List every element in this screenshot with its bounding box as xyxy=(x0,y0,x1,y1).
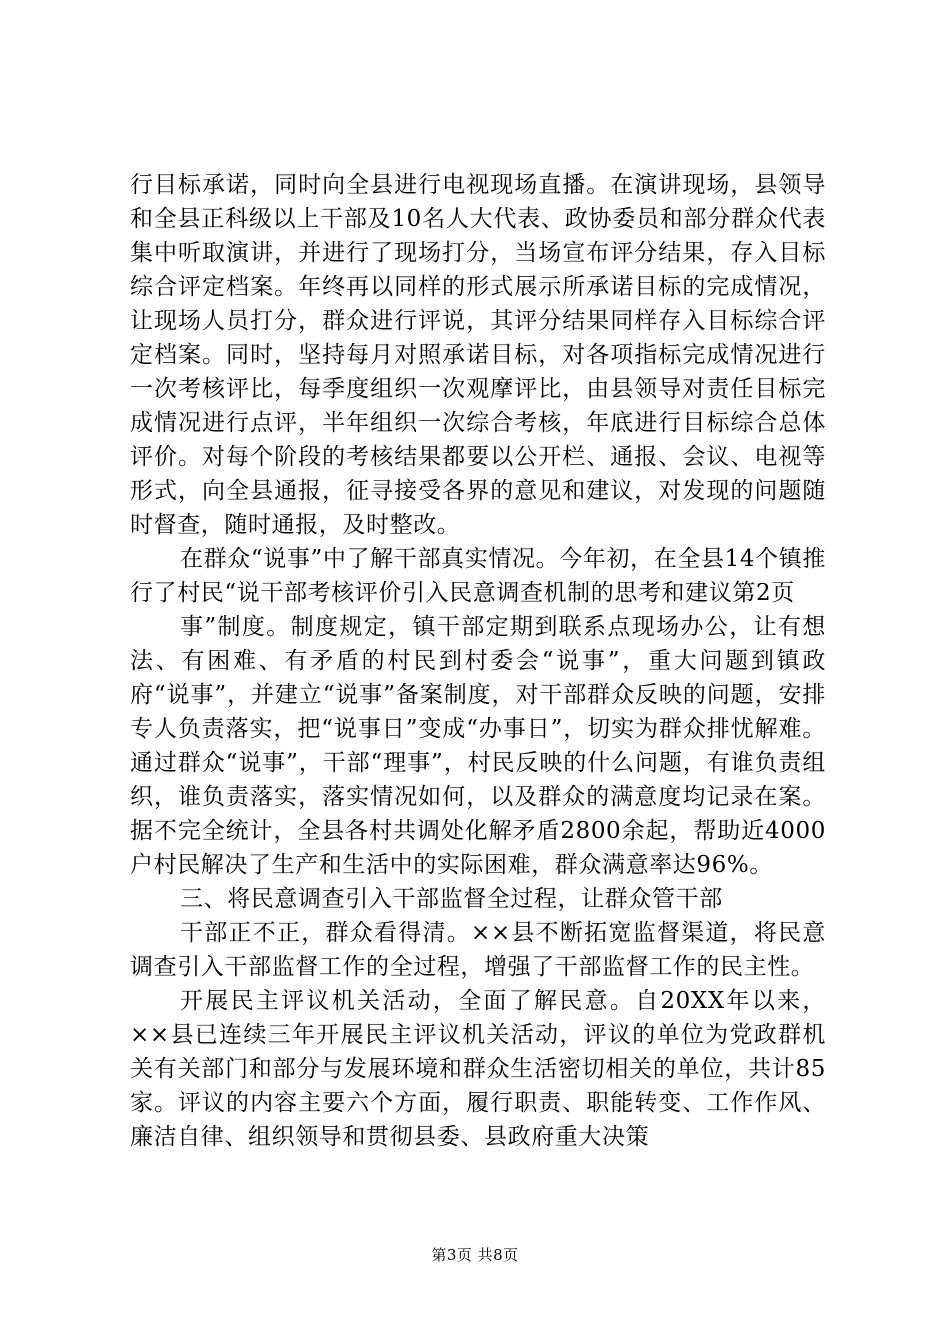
paragraph-democratic-review: 开展民主评议机关活动，全面了解民意。自20XX年以来，××县已连续三年开展民主评议机关活动，评议的单位为党政群机关有关部门和部分与发展环境和群众生活密切相关的单位，共计85家。评议的内容主要六个方面，履行职责、职能转变、工作作风、廉洁自律、组织领导和贯彻县委、县政府重大决策 xyxy=(130,988,826,1150)
paragraph-supervision-intro: 干部正不正，群众看得清。××县不断拓宽监督渠道，将民意调查引入干部监督工作的全过程，增强了干部监督工作的民主性。 xyxy=(130,920,826,980)
section-heading-supervision: 三、将民意调查引入干部监督全过程，让群众管干部 xyxy=(180,886,723,912)
paragraph-villager-shuoshi: 在群众“说事”中了解干部真实情况。今年初，在全县14个镇推行了村民“说干部考核评价引入民意调查机制的思考和建议第2页 xyxy=(130,546,826,606)
page-footer: 第3页 共8页 xyxy=(431,1246,519,1264)
document-body xyxy=(130,168,826,1154)
paragraph-shuoshi-system: 事”制度。制度规定，镇干部定期到联系点现场办公，让有想法、有困难、有矛盾的村民到村委会“说事”，重大问题到镇政府“说事”，并建立“说事”备案制度，对干部群众反映的问题，安排专人负责落实，把“说事日”变成“办事日”，切实为群众排忧解难。通过群众“说事”，干部“理事”，村民反映的什么问题，有谁负责组织，谁负责落实，落实情况如何，以及群众的满意度均记录在案。据不完全统计，全县各村共调处化解矛盾2800余起，帮助近4000户村民解决了生产和生活中的实际困难，群众满意率达96%。 xyxy=(130,614,826,878)
paragraph-commitment-evaluation: 行目标承诺，同时向全县进行电视现场直播。在演讲现场，县领导和全县正科级以上干部及10名人大代表、政协委员和部分群众代表集中听取演讲，并进行了现场打分，当场宣布评分结果，存入目标综合评定档案。年终再以同样的形式展示所承诺目标的完成情况，让现场人员打分，群众进行评说，其评分结果同样存入目标综合评定档案。同时，坚持每月对照承诺目标，对各项指标完成情况进行一次考核评比，每季度组织一次观摩评比，由县领导对责任目标完成情况进行点评，半年组织一次综合考核，年底进行目标综合总体评价。对每个阶段的考核结果都要以公开栏、通报、会议、电视等形式，向全县通报，征寻接受各界的意见和建议，对发现的问题随时督查，随时通报，及时整改。 xyxy=(130,172,826,538)
